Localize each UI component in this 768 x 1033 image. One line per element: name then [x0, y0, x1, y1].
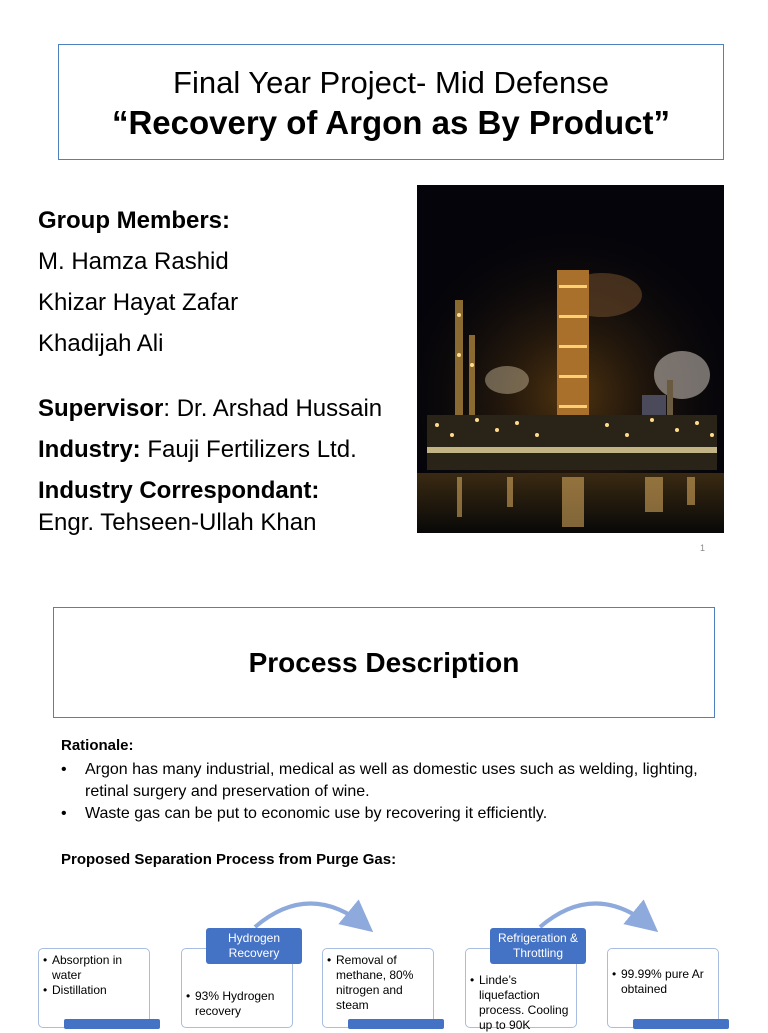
member-name: Khizar Hayat Zafar: [38, 289, 239, 316]
flow-step-item: • 93% Hydrogen recovery: [186, 989, 288, 1019]
rationale-list: [61, 759, 721, 825]
flow-step-item: • Linde’s liquefaction process. Cooling up to 90K: [470, 973, 572, 1033]
flow-step-bar: [64, 1019, 160, 1029]
flow-step-pure-argon: [607, 948, 719, 1028]
supervisor-label: Supervisor: [38, 395, 164, 422]
curved-arrow: [255, 904, 367, 928]
project-subtitle: “Recovery of Argon as By Product”: [111, 104, 671, 141]
member-name: M. Hamza Rashid: [38, 248, 229, 275]
flow-step-absorption: [38, 948, 150, 1028]
rationale-item: • Argon has many industrial, medical as well as domestic uses such as welding, lighting, retinal surgery and preservation of wine.: [61, 759, 721, 803]
flow-step-item: • Removal of methane, 80% nitrogen and steam: [327, 953, 429, 1013]
process-title-box: [53, 607, 715, 718]
flow-step-bar: [348, 1019, 444, 1029]
correspondant-label: Industry Correspondant:: [38, 477, 320, 504]
process-title: Process Description: [248, 646, 520, 678]
industry-name: Fauji Fertilizers Ltd.: [140, 436, 357, 463]
industry-label: Industry:: [38, 436, 141, 463]
title-box: [58, 44, 724, 160]
refinery-photo: [417, 185, 724, 533]
flow-step-item: • 99.99% pure Ar obtained: [612, 967, 714, 997]
project-title: Final Year Project- Mid Defense: [173, 65, 609, 100]
flow-step-bar: [633, 1019, 729, 1029]
rationale-label: Rationale:: [61, 737, 134, 754]
supervisor-line: [38, 388, 418, 429]
industry-line: [38, 429, 418, 470]
correspondant-name: Engr. Tehseen-Ullah Khan: [38, 509, 317, 536]
team-info: [38, 200, 418, 538]
page-number: 1: [700, 543, 706, 553]
proposed-process-label: Proposed Separation Process from Purge Gas:: [61, 851, 397, 868]
process-flow-diagram: [0, 885, 768, 1032]
flow-label-refrigeration: Refrigeration & Throttling: [490, 928, 586, 964]
rationale-item: • Waste gas can be put to economic use by recovering it efficiently.: [61, 803, 721, 825]
process-slide: [0, 585, 768, 1032]
group-members-label: Group Members:: [38, 207, 231, 234]
flow-step-item: • Absorption in water: [43, 953, 145, 983]
member-name: Khadijah Ali: [38, 330, 164, 357]
curved-arrow: [540, 904, 652, 928]
supervisor-name: : Dr. Arshad Hussain: [163, 395, 383, 422]
flow-label-hydrogen-recovery: Hydrogen Recovery: [206, 928, 302, 964]
flow-step-item: • Distillation: [43, 983, 145, 998]
flow-step-removal: [322, 948, 434, 1028]
